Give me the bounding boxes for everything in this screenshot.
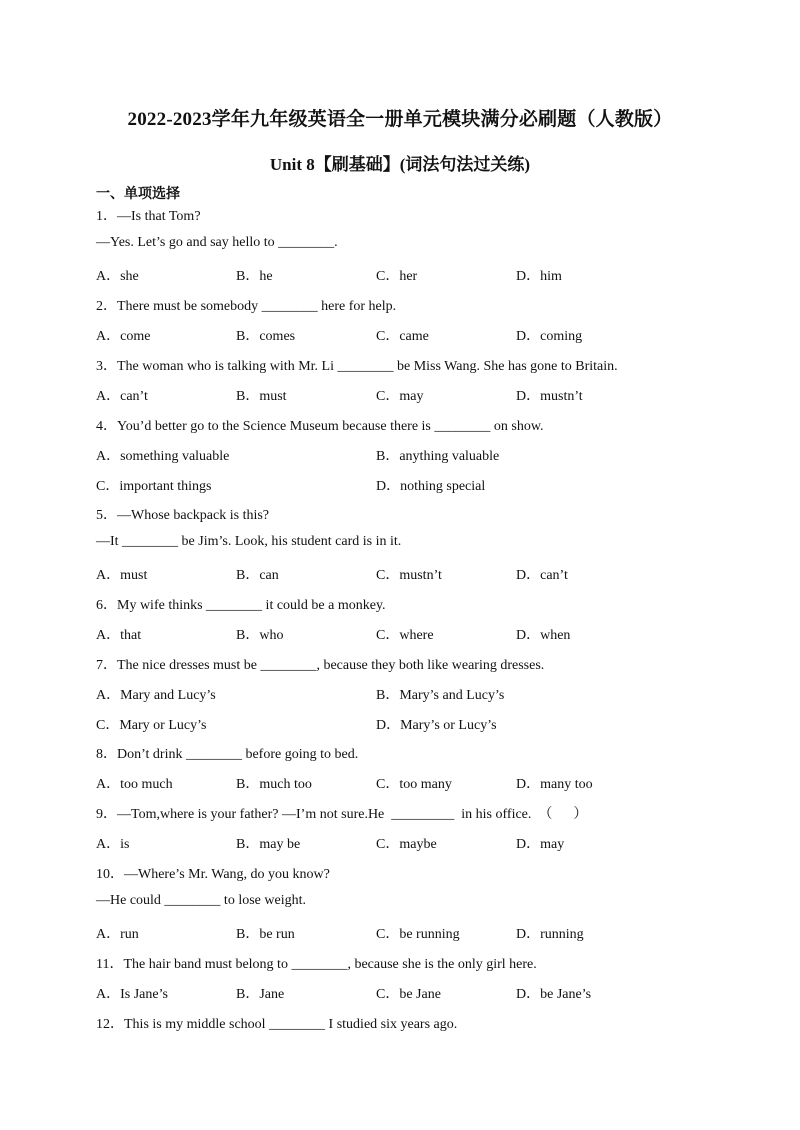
question-line: —Yes. Let’s go and say hello to ________. xyxy=(96,235,338,250)
answer-option: B．Jane xyxy=(236,987,285,1002)
question-stem: 12．This is my middle school ________ I studied six years ago. xyxy=(96,1017,458,1032)
answer-option: D．mustn’t xyxy=(516,389,583,404)
answer-option: D．Mary’s or Lucy’s xyxy=(376,718,497,733)
question-stem: 6．My wife thinks ________ it could be a monkey. xyxy=(96,598,386,613)
answer-option: C．be Jane xyxy=(376,987,441,1002)
answer-option: C．too many xyxy=(376,777,452,792)
answer-option: D．when xyxy=(516,628,571,643)
answer-option: B．Mary’s and Lucy’s xyxy=(376,688,505,703)
answer-option: C．maybe xyxy=(376,837,437,852)
answer-option: A．come xyxy=(96,329,151,344)
answer-option: D．nothing special xyxy=(376,479,486,494)
answer-option: D．may xyxy=(516,837,565,852)
document-title: 2022-2023学年九年级英语全一册单元模块满分必刷题（人教版） xyxy=(127,109,673,130)
question-line: —He could ________ to lose weight. xyxy=(96,893,306,908)
answer-option: A．is xyxy=(96,837,130,852)
answer-option: A．she xyxy=(96,269,139,284)
answer-option: D．can’t xyxy=(516,568,568,583)
question-line: —It ________ be Jim’s. Look, his student card is in it. xyxy=(96,534,402,549)
answer-option: D．many too xyxy=(516,777,593,792)
answer-option: C．her xyxy=(376,269,418,284)
section-heading: 一、单项选择 xyxy=(96,187,180,202)
question-stem: 1．—Is that Tom? xyxy=(96,209,201,224)
question-stem: 9．—Tom,where is your father? —I’m not sure.He _________ in his office. （ ） xyxy=(96,807,588,822)
answer-option: A．something valuable xyxy=(96,449,230,464)
answer-option: C．important things xyxy=(96,479,212,494)
question-stem: 10．—Where’s Mr. Wang, do you know? xyxy=(96,867,330,882)
question-stem: 7．The nice dresses must be ________, because they both like wearing dresses. xyxy=(96,658,545,673)
answer-option: D．be Jane’s xyxy=(516,987,592,1002)
answer-option: A．Is Jane’s xyxy=(96,987,168,1002)
answer-option: D．running xyxy=(516,927,584,942)
answer-option: B．he xyxy=(236,269,273,284)
answer-option: B．may be xyxy=(236,837,301,852)
answer-option: A．Mary and Lucy’s xyxy=(96,688,216,703)
answer-option: A．that xyxy=(96,628,142,643)
answer-option: A．run xyxy=(96,927,139,942)
answer-option: D．coming xyxy=(516,329,583,344)
question-stem: 11．The hair band must belong to ________, because she is the only girl here. xyxy=(96,957,537,972)
question-stem: 5．—Whose backpack is this? xyxy=(96,508,270,523)
document-subtitle: Unit 8【刷基础】(词法句法过关练) xyxy=(269,155,531,174)
answer-option: B．must xyxy=(236,389,287,404)
answer-option: B．much too xyxy=(236,777,312,792)
answer-option: B．who xyxy=(236,628,284,643)
question-stem: 8．Don’t drink ________ before going to bed. xyxy=(96,747,359,762)
answer-option: B．anything valuable xyxy=(376,449,500,464)
answer-option: D．him xyxy=(516,269,562,284)
answer-option: A．can’t xyxy=(96,389,148,404)
answer-option: C．came xyxy=(376,329,429,344)
answer-option: B．can xyxy=(236,568,279,583)
question-stem: 2．There must be somebody ________ here for help. xyxy=(96,299,397,314)
answer-option: A．too much xyxy=(96,777,173,792)
answer-option: B．be run xyxy=(236,927,295,942)
answer-option: C．where xyxy=(376,628,434,643)
answer-option: C．mustn’t xyxy=(376,568,442,583)
answer-option: C．may xyxy=(376,389,424,404)
question-stem: 3．The woman who is talking with Mr. Li ________ be Miss Wang. She has gone to Britain. xyxy=(96,359,618,374)
question-stem: 4．You’d better go to the Science Museum because there is ________ on show. xyxy=(96,419,544,434)
answer-option: B．comes xyxy=(236,329,296,344)
answer-option: A．must xyxy=(96,568,148,583)
answer-option: C．Mary or Lucy’s xyxy=(96,718,207,733)
answer-option: C．be running xyxy=(376,927,460,942)
